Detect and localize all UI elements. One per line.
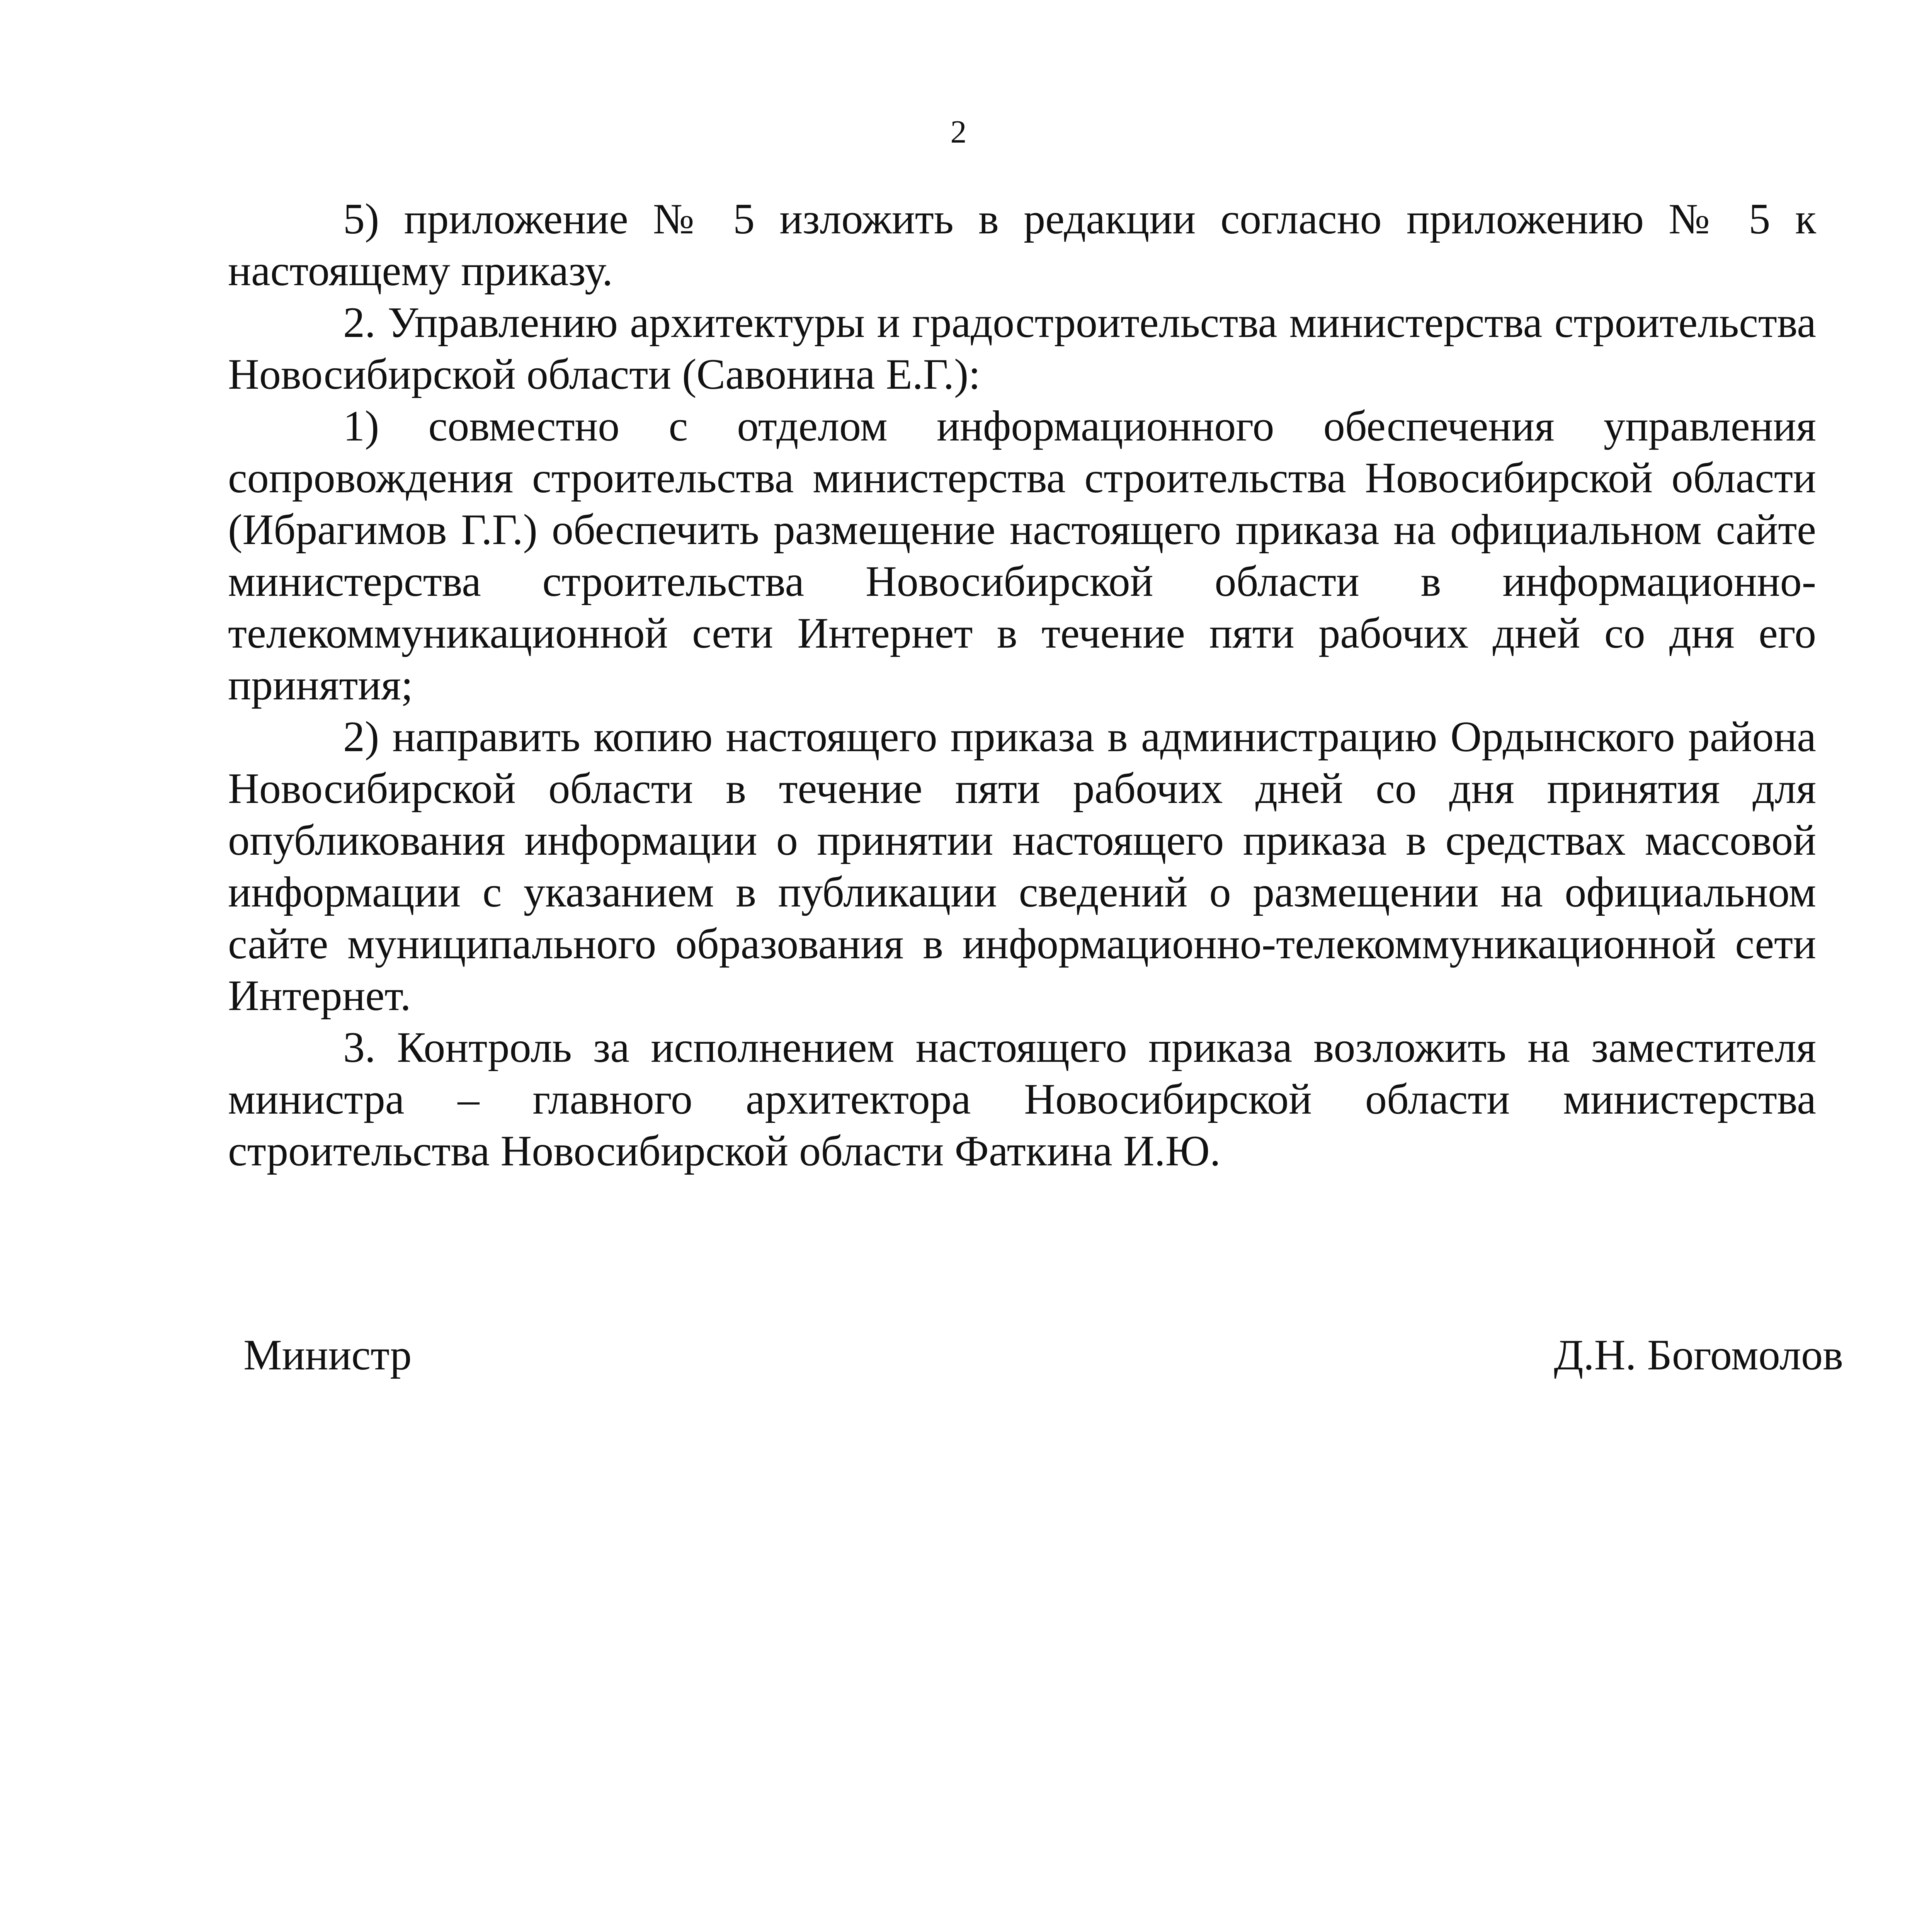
signature-title: Министр [243, 1331, 412, 1379]
paragraph-item-5: 5) приложение № 5 изложить в редакции согласно приложению № 5 к настоящему приказу. [228, 195, 1816, 295]
signature-block [243, 1329, 1843, 1383]
signature-name: Д.Н. Богомолов [1554, 1331, 1843, 1379]
paragraph-subclause-2: 2) направить копию настоящего приказа в администрацию Ордынского района Новосибирской области в течение пяти рабочих дней со дня принятия для опубликования информации о принятии настоящего приказа в средствах массовой информации с указанием в публикации сведений о размещении на официальном сайте муниципального образования в информационно-телекоммуникационной сети Интернет. [228, 713, 1816, 1020]
page-number: 2 [950, 114, 967, 150]
document-body [228, 193, 1816, 1177]
paragraph-subclause-1: 1) совместно с отделом информационного обеспечения управления сопровождения строительства министерства строительства Новосибирской области (Ибрагимов Г.Г.) обеспечить размещение настоящего приказа на официальном сайте министерства строительства Новосибирской области в информационно-телекоммуникационной сети Интернет в течение пяти рабочих дней со дня его принятия; [228, 402, 1816, 709]
paragraph-clause-3: 3. Контроль за исполнением настоящего приказа возложить на заместителя министра – главного архитектора Новосибирской области министерства строительства Новосибирской области Фаткина И.Ю. [228, 1024, 1816, 1175]
paragraph-clause-2: 2. Управлению архитектуры и градостроительства министерства строительства Новосибирской области (Савонина Е.Г.): [228, 299, 1816, 398]
